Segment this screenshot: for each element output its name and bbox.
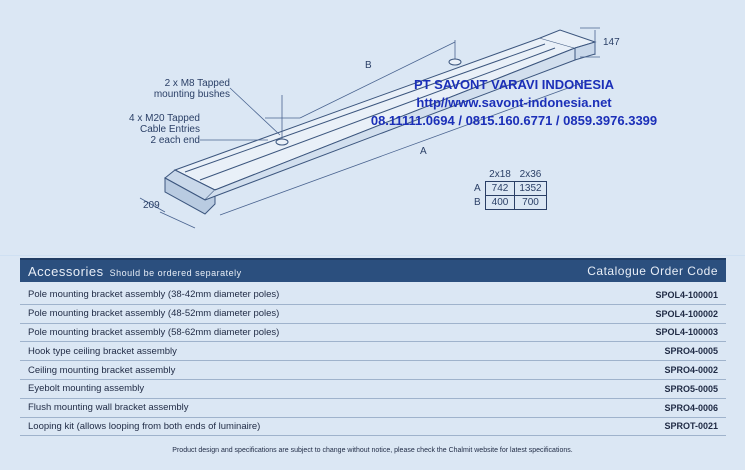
dim-row-label: A	[474, 183, 481, 194]
company-name: PT SAVONT VARAVI INDONESIA	[413, 77, 615, 92]
item-name: Hook type ceiling bracket assembly	[28, 345, 177, 357]
item-name: Pole mounting bracket assembly (58-62mm diameter poles)	[28, 326, 280, 338]
list-item	[20, 380, 726, 399]
company-url[interactable]: http//www.savont-indonesia.net	[416, 95, 612, 110]
item-code: SPROT-0021	[664, 421, 718, 432]
item-code: SPOL4-100002	[655, 308, 718, 319]
list-item	[20, 305, 726, 324]
dimension-a-label: A	[420, 146, 427, 157]
list-item	[20, 361, 726, 380]
company-info	[344, 76, 684, 130]
item-name: Flush mounting wall bracket assembly	[28, 402, 189, 414]
dim-value: 742	[485, 182, 515, 196]
item-name: Pole mounting bracket assembly (38-42mm diameter poles)	[28, 289, 280, 301]
item-code: SPOL4-100003	[655, 327, 718, 338]
order-code-header: Catalogue Order Code	[587, 264, 718, 278]
accessories-subtitle: Should be ordered separately	[109, 268, 242, 278]
list-item	[20, 418, 726, 437]
item-name: Looping kit (allows looping from both ends of luminaire)	[28, 420, 261, 432]
item-name: Eyebolt mounting assembly	[28, 383, 145, 395]
accessories-list	[20, 286, 726, 436]
dimension-147-label: 147	[603, 37, 620, 48]
item-name: Pole mounting bracket assembly (48-52mm diameter poles)	[28, 308, 280, 320]
footer-note: Product design and specifications are subject to change without notice, please check the Chalmit website for latest specifications.	[172, 447, 573, 454]
accessories-header	[20, 258, 726, 282]
dimension-table	[470, 168, 547, 210]
dim-header: 2x36	[519, 169, 542, 180]
item-code: SPRO4-0006	[664, 402, 718, 413]
list-item	[20, 342, 726, 361]
dimension-209-label: 209	[143, 200, 160, 211]
mounting-bushes-label: 2 x M8 Tapped mounting bushes	[153, 78, 230, 100]
dim-row-label: B	[474, 197, 481, 208]
dim-value: 1352	[515, 182, 546, 196]
dim-value: 400	[485, 196, 515, 210]
list-item	[20, 399, 726, 418]
dimension-b-label: B	[365, 60, 372, 71]
item-code: SPRO5-0005	[664, 383, 718, 394]
item-name: Ceiling mounting bracket assembly	[28, 364, 176, 376]
cable-entries-label: 4 x M20 Tapped Cable Entries 2 each end	[129, 113, 200, 146]
company-phones: 08.11111.0694 / 0815.160.6771 / 0859.3976.3399	[370, 113, 658, 128]
item-code: SPRO4-0005	[664, 346, 718, 357]
dim-value: 700	[515, 196, 546, 210]
accessories-section	[0, 256, 745, 470]
item-code: SPOL4-100001	[655, 289, 718, 300]
list-item	[20, 286, 726, 305]
accessories-title-group	[28, 264, 242, 279]
dim-header: 2x18	[489, 169, 511, 180]
accessories-title: Accessories	[28, 264, 104, 279]
item-code: SPRO4-0002	[664, 365, 718, 376]
list-item	[20, 324, 726, 343]
